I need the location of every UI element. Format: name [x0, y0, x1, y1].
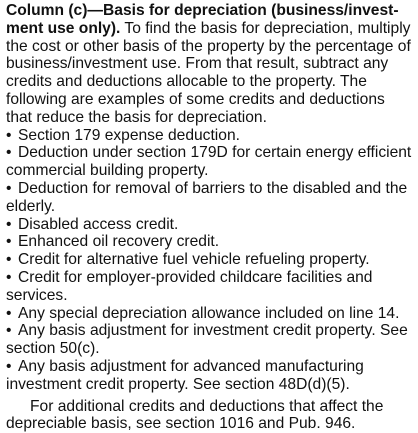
list-item — [6, 322, 414, 358]
list-item — [6, 358, 414, 394]
list-item-text: Credit for employer-provided childcare facilities and services. — [6, 268, 373, 304]
list-item — [6, 144, 414, 180]
credits-deductions-list — [6, 127, 414, 394]
list-item — [6, 216, 414, 234]
list-item-text: Any basis adjustment for advanced manufacturing investment credit property. See section 48D(d)(5). — [6, 357, 364, 393]
bullet-icon: • — [6, 304, 12, 322]
document-section — [6, 2, 414, 433]
bullet-icon: • — [6, 357, 12, 375]
list-item — [6, 127, 414, 145]
list-item — [6, 251, 414, 269]
bullet-icon: • — [6, 322, 12, 340]
bullet-icon: • — [6, 144, 12, 162]
list-item — [6, 180, 414, 216]
list-item — [6, 269, 414, 305]
list-item-text: Any basis adjustment for investment credit property. See section 50(c). — [6, 322, 408, 358]
bullet-icon: • — [6, 215, 12, 233]
bullet-icon: • — [6, 268, 12, 286]
section-heading: Column (c)—Basis for depreciation (business/invest-ment use only). — [6, 2, 399, 37]
list-item-text: Disabled access credit. — [18, 215, 179, 233]
list-item-text: Section 179 expense deduction. — [18, 126, 240, 144]
intro-paragraph — [6, 2, 414, 127]
list-item-text: Enhanced oil recovery credit. — [18, 233, 220, 251]
list-item-text: Deduction under section 179D for certain energy efficient commercial building property. — [6, 144, 412, 180]
list-item-text: Any special depreciation allowance included on line 14. — [18, 304, 400, 322]
bullet-icon: • — [6, 251, 12, 269]
list-item — [6, 233, 414, 251]
intro-text: To find the basis for depreciation, multiply the cost or other basis of the property by the percentage of business/investment use. From that result, subtract any credits and deductions allocable to the property. The following are examples of some credits and deductions that reduce the basis for depreciation. — [6, 19, 411, 126]
closing-paragraph: For additional credits and deductions that affect the depreciable basis, see section 1016 and Pub. 946. — [6, 397, 384, 433]
list-item-text: Credit for alternative fuel vehicle refueling property. — [18, 251, 370, 269]
bullet-icon: • — [6, 179, 12, 197]
list-item-text: Deduction for removal of barriers to the disabled and the elderly. — [6, 179, 408, 215]
list-item — [6, 305, 414, 323]
bullet-icon: • — [6, 126, 12, 144]
bullet-icon: • — [6, 233, 12, 251]
